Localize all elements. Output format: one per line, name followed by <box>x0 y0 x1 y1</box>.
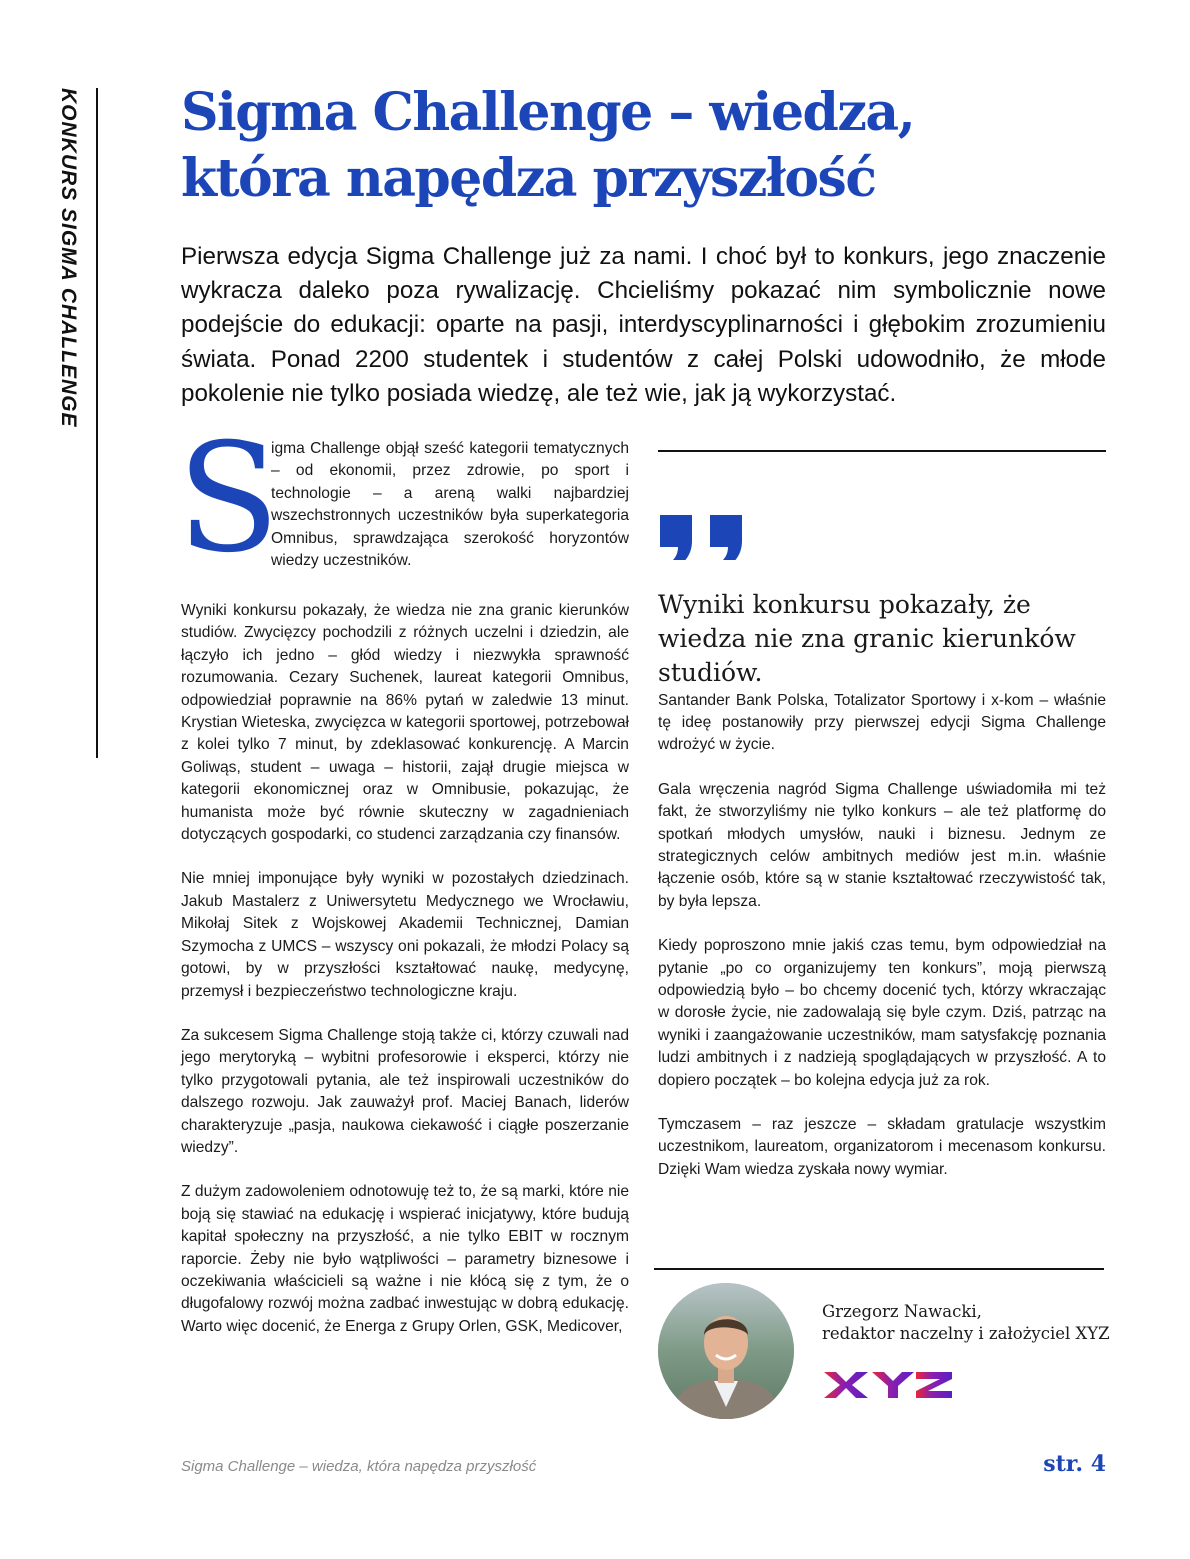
author-photo-icon <box>658 1283 794 1419</box>
pull-quote: Wyniki konkursu pokazały, że wiedza nie zna granic kierunków studiów. <box>658 589 1076 687</box>
body-paragraph: Santander Bank Polska, Totalizator Sportowy i x-kom – właśnie tę ideę postanowiły przy pierwszej edycji Sigma Challenge wdrożyć w życie. <box>658 691 1106 754</box>
xyz-logo-icon <box>822 1368 954 1402</box>
body-paragraph: Tymczasem – raz jeszcze – składam gratulacje wszystkim uczestnikom, laureatom, organizatorom i mecenasom konkursu. Dzięki Wam wiedza zyskała nowy wymiar. <box>658 1116 1106 1178</box>
section-label: KONKURS SIGMA CHALLENGE <box>57 88 80 428</box>
author-avatar <box>658 1283 794 1419</box>
right-column <box>658 450 1106 1203</box>
body-paragraph: Kiedy poproszono mnie jakiś czas temu, bym odpowiedział na pytanie „po co organizujemy ten konkurs”, moją pierwszą odpowiedzią było – bo chcemy docenić tych, którzy wkraczając w dorosłe życie, nie zadowalają się byle czym. Dziś, patrząc na wyniki i zaangażowanie uczestników, mam satysfakcję poznania ludzi ambitnych i z nadzieją spoglądających w przyszłość. A to dopiero początek – bo kolejna edycja już za rok. <box>658 937 1106 1089</box>
page-number: str. 4 <box>1043 1451 1106 1477</box>
author-signature <box>822 1301 1112 1345</box>
intro-paragraph <box>177 412 629 588</box>
body-paragraph: Z dużym zadowoleniem odnotowuję też to, że są marki, które nie boją się stawiać na edukację i wspierać inicjatywy, które budują kapitał społeczny na przyszłość, a nie tylko EBIT w rocznym raporcie. Żeby nie było wątpliwości – parametry biznesowe i oczekiwania właścicieli są ważne i nie kłócą się z tym, że o długofalowy rozwój można zadbać inwestując w dobrą edukację. Warto więc docenić, że Energa z Grupy Orlen, GSK, Medicover, <box>181 1183 629 1335</box>
body-paragraph: Za sukcesem Sigma Challenge stoją także ci, którzy czuwali nad jego merytoryką – wybitni profesorowie i eksperci, którzy nie tylko przygotowali pytania, ale też inspirowali uczestników do dalszego rozwoju. Jak zauważył prof. Maciej Banach, liderów charakteryzuje „pasja, naukowa ciekawość i ciągłe poszerzanie wiedzy”. <box>181 1026 629 1156</box>
footer-title: Sigma Challenge – wiedza, która napędza przyszłość <box>181 1458 537 1475</box>
vertical-divider <box>96 88 98 758</box>
author-role: redaktor naczelny i założyciel XYZ <box>822 1324 1110 1343</box>
article-title <box>181 80 1081 212</box>
quote-mark-svg <box>658 513 748 560</box>
body-paragraph: Gala wręczenia nagród Sigma Challenge uświadomiła mi też fakt, że stworzyliśmy nie tylko konkurs – ale też platformę do spotkań młodych umysłów, nauki i biznesu. Jednym ze strategicznych celów ambitnych mediów jest m.in. właśnie łączenie osób, które są w stanie kształtować rzeczywistość tak, by była lepsza. <box>658 780 1106 910</box>
intro-text: igma Challenge objął sześć kategorii tematycznych – od ekonomii, przez zdrowie, po sport i technologie – a areną walki najbardziej wszechstronnych uczestników była superkategoria Omnibus, sprawdzająca szerokość horyzontów wiedzy uczestników. <box>271 440 629 570</box>
xyz-logo <box>822 1368 954 1402</box>
author-name: Grzegorz Nawacki, <box>822 1302 982 1321</box>
top-rule <box>658 450 1106 452</box>
body-paragraph: Wyniki konkursu pokazały, że wiedza nie zna granic kierunków studiów. Zwycięzcy pochodzili z różnych uczelni i dziedzin, ale łączyło ich jedno – głód wiedzy i niezwykła sprawność rozumowania. Cezary Suchenek, laureat kategorii Omnibus, odpowiedział poprawnie na 86% pytań w zaledwie 13 minut. Krystian Wieteska, zwycięzca w kategorii sportowej, potrzebował z kolei tylko 7 minut, by zdeklasować konkurencję. A Marcin Goliwąs, student – uwaga – historii, zajął drugie miejsca w kategorii ekonomicznej oraz w Omnibusie, pokazując, że humanista może być równie skuteczny w zagadnieniach dotyczących gospodarki, co studenci zarządzania czy finansów. <box>181 602 629 844</box>
author-divider <box>654 1268 1104 1270</box>
article-lead: Pierwsza edycja Sigma Challenge już za nami. I choć był to konkurs, jego znaczenie wykracza daleko poza rywalizację. Chcieliśmy pokazać nim symbolicznie nowe podejście do edukacji: oparte na pasji, interdyscyplinarności i głębokim zrozumieniu świata. Ponad 2200 studentek i studentów z całej Polski udowodniło, że młode pokolenie nie tylko posiada wiedzę, ale też wie, jak ją wykorzystać. <box>181 243 1106 407</box>
body-paragraph: Nie mniej imponujące były wyniki w pozostałych dziedzinach. Jakub Mastalerz z Uniwersytetu Medycznego we Wrocławiu, Mikołaj Sitek z Wojskowej Akademii Technicznej, Damian Szymocha z UMCS – wszyscy oni pokazali, że młodzi Polacy są gotowi, by w przyszłości kształtować naukę, medycynę, przemysł i bezpieczeństwo technologiczne kraju. <box>181 870 629 1000</box>
drop-cap: S <box>177 412 280 586</box>
quote-mark-icon <box>658 470 1106 560</box>
title-line-2: która napędza przyszłość <box>181 148 876 209</box>
title-line-1: Sigma Challenge – wiedza, <box>181 82 915 143</box>
left-column <box>177 412 629 1360</box>
